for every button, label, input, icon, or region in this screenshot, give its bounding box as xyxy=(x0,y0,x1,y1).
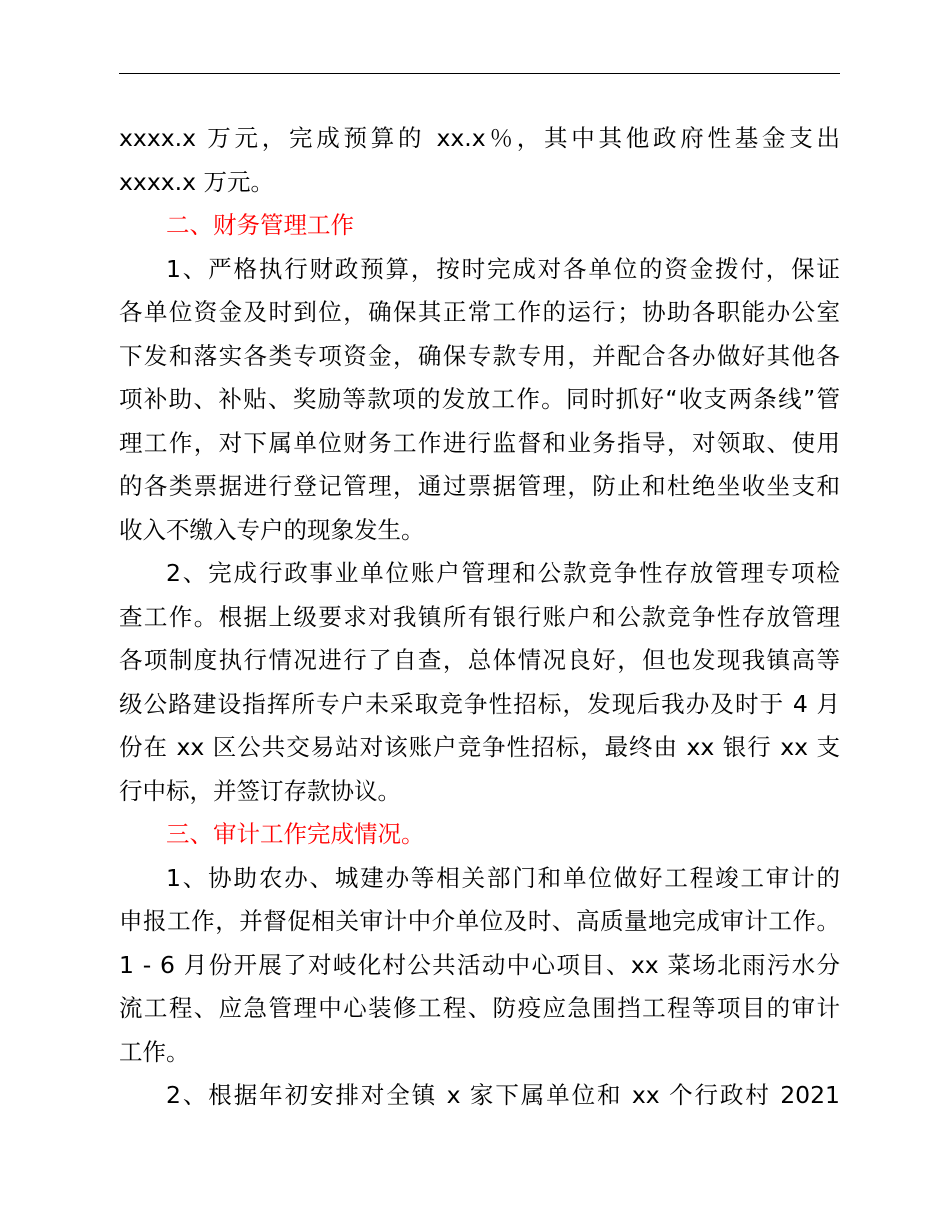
text-line: 1、协助农办、城建办等相关部门和单位做好工程竣工审计的 xyxy=(166,863,840,892)
section-heading-finance xyxy=(119,204,840,248)
text-line: 下发和落实各类专项资金，确保专款专用，并配合各办做好其他各 xyxy=(119,341,840,370)
text-line: 1 - 6 月份开展了对岐化村公共活动中心项目、xx 菜场北雨污水分 xyxy=(119,950,840,979)
finance-item-1 xyxy=(119,248,840,553)
text-line: 查工作。根据上级要求对我镇所有银行账户和公款竞争性存放管理 xyxy=(119,602,840,631)
audit-item-1 xyxy=(119,857,840,1075)
finance-item-2 xyxy=(119,552,840,813)
text-line: 各项制度执行情况进行了自查，总体情况良好，但也发现我镇高等 xyxy=(119,646,840,674)
text-line: 级公路建设指挥所专户未采取竞争性招标，发现后我办及时于 4 月 xyxy=(119,689,840,718)
text-line: 流工程、应急管理中心装修工程、防疫应急围挡工程等项目的审计 xyxy=(119,994,840,1022)
text-line: 2、完成行政事业单位账户管理和公款竞争性存放管理专项检 xyxy=(166,559,840,587)
text-line: 行中标，并签订存款协议。 xyxy=(119,776,401,805)
text-line: 各单位资金及时到位，确保其正常工作的运行；协助各职能办公室 xyxy=(119,298,840,326)
text-line: xxxx.x 万元。 xyxy=(119,167,274,196)
text-line: 工作。 xyxy=(119,1037,190,1066)
header-rule xyxy=(119,73,840,74)
document-body xyxy=(119,117,840,1118)
text-line: 申报工作，并督促相关审计中介单位及时、高质量地完成审计工作。 xyxy=(119,907,840,935)
section-heading-audit xyxy=(119,813,840,857)
text-line: 份在 xx 区公共交易站对该账户竞争性招标，最终由 xx 银行 xx 支 xyxy=(119,733,840,761)
heading-text: 三、审计工作完成情况。 xyxy=(166,820,425,848)
heading-text: 二、财务管理工作 xyxy=(166,211,354,239)
text-line: 项补助、补贴、奖励等款项的发放工作。同时抓好“收支两条线”管 xyxy=(119,385,840,413)
text-line: 2、根据年初安排对全镇 x 家下属单位和 xx 个行政村 2021 xyxy=(166,1081,840,1109)
text-line: 1、严格执行财政预算，按时完成对各单位的资金拨付，保证 xyxy=(166,254,840,283)
text-line: xxxx.x 万元，完成预算的 xx.x％，其中其他政府性基金支出 xyxy=(119,124,840,152)
continuation-paragraph xyxy=(119,117,840,204)
text-line: 收入不缴入专户的现象发生。 xyxy=(119,515,425,544)
text-line: 理工作，对下属单位财务工作进行监督和业务指导，对领取、使用 xyxy=(119,428,840,457)
text-line: 的各类票据进行登记管理，通过票据管理，防止和杜绝坐收坐支和 xyxy=(119,472,840,500)
audit-item-2 xyxy=(119,1074,840,1118)
